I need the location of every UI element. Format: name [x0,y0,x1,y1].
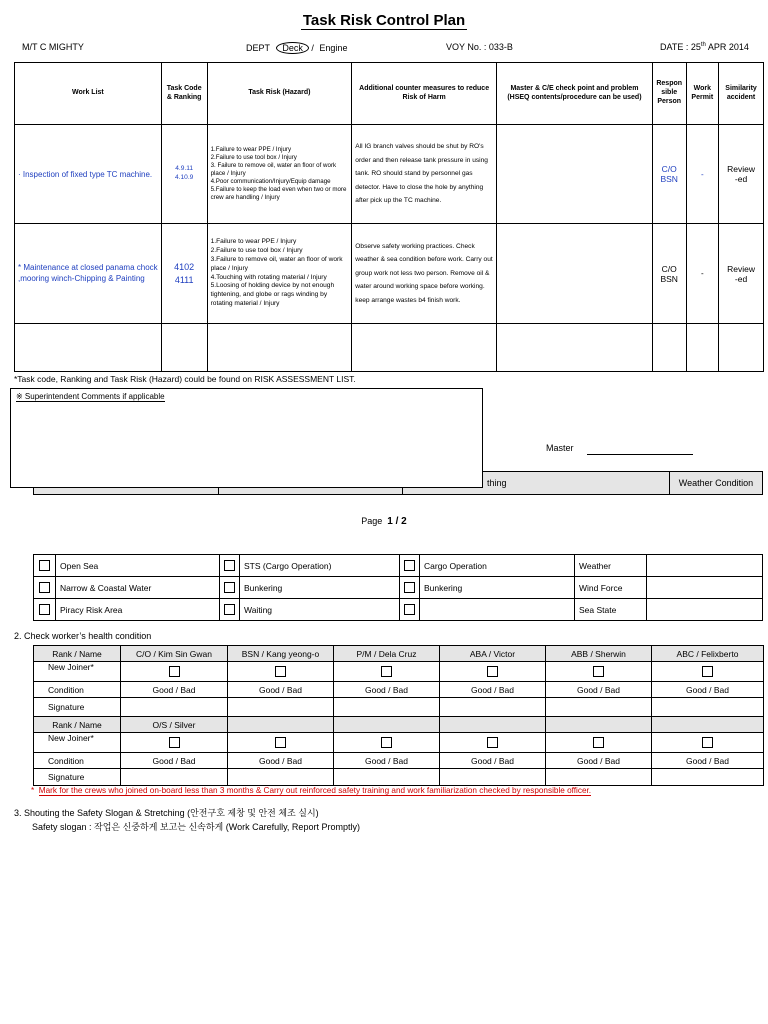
new-joiner-checkbox[interactable] [381,737,392,748]
coastal-water-checkbox[interactable] [39,582,50,593]
new-joiner-checkbox[interactable] [702,737,713,748]
document-title: Task Risk Control Plan [302,12,466,29]
header-check-point: Master & C/E check point and problem (HSEQ contents/procedure can be used) [496,63,652,125]
task-code: 4102 4111 [161,224,207,324]
dept-deck-circled: Deck [276,42,309,54]
strip-cell-thing: thing [403,472,670,495]
sts-checkbox[interactable] [224,560,235,571]
condition-row [34,555,763,577]
new-joiner-note: * Mark for the crews who joined on-board less than 3 months & Carry out reinforced safety training and work familiarization checked by responsible officer. [31,786,592,795]
new-joiner-checkbox[interactable] [487,666,498,677]
condition-label: Bunkering [240,577,400,599]
weather-value[interactable] [647,555,763,577]
good-bad-option[interactable]: Good / Bad [652,753,764,769]
condition-label [420,599,575,621]
cargo-operation-checkbox[interactable] [404,560,415,571]
responsible-person: C/O BSN [652,125,686,224]
condition-row [34,577,763,599]
sea-state-value[interactable] [647,599,763,621]
signature-cell[interactable] [121,698,228,717]
similarity-accident: Review -ed [719,224,764,324]
voyage-number: VOY No. : 033-B [446,42,513,52]
condition-row [34,599,763,621]
signature-row: Signature [34,769,764,786]
signature-cell[interactable] [334,698,440,717]
good-bad-option[interactable]: Good / Bad [334,682,440,698]
signature-cell[interactable] [652,769,764,786]
new-joiner-checkbox[interactable] [275,666,286,677]
header-similarity: Similarity accident [719,63,764,125]
good-bad-option[interactable]: Good / Bad [546,753,652,769]
rank-name-row: Rank / Name C/O / Kim Sin Gwan BSN / Kang yeong-o P/M / Dela Cruz ABA / Victor ABB / Sherwin ABC / Felixberto [34,646,764,662]
crew-name: O/S / Silver [121,717,228,733]
crew-name [228,717,334,733]
risk-control-table [14,62,764,372]
crew-name [652,717,764,733]
section-3 [14,806,360,835]
task-code: 4.9.11 4.10.9 [161,125,207,224]
signature-cell[interactable] [228,769,334,786]
open-sea-checkbox[interactable] [39,560,50,571]
good-bad-option[interactable]: Good / Bad [440,753,546,769]
crew-name [440,717,546,733]
good-bad-option[interactable]: Good / Bad [228,753,334,769]
table-header-row [15,63,764,125]
signature-cell[interactable] [440,769,546,786]
good-bad-option[interactable]: Good / Bad [652,682,764,698]
condition-label: STS (Cargo Operation) [240,555,400,577]
vessel-name: M/T C MIGHTY [22,42,84,52]
table-row [15,224,764,324]
condition-label: Narrow & Coastal Water [56,577,220,599]
condition-label: Bunkering [420,577,575,599]
header-work-list: Work List [15,63,162,125]
new-joiner-checkbox[interactable] [169,737,180,748]
counter-measures: All IG branch valves should be shut by RO's order and then release tank pressure in using tank. RO should stand by personnel gas detector. Have to close the hole by anything after pick up the TC machine. [352,125,497,224]
page-number: Page 1 / 2 [361,516,407,527]
crew-name: ABA / Victor [440,646,546,662]
section-3-heading: 3. Shouting the Safety Slogan & Stretching (안전구호 제창 및 안전 체조 실시) [14,808,319,818]
work-permit: - [686,224,719,324]
task-risk: 1.Failure to wear PPE / Injury 2.Failure to use tool box / Injury 3. Failure to remove oil, water an floor of work place / Injury 4.Poor communication/Injury/Equip damage 5.Failure to keep the load even when two or more crew are handling / Injury [207,125,352,224]
health-condition-table [33,645,764,786]
dept-field [246,42,347,54]
good-bad-option[interactable]: Good / Bad [440,682,546,698]
table-row-empty [15,324,764,372]
safety-slogan: Safety slogan : 작업은 신중하게 보고는 신속하게 (Work Carefully, Report Promptly) [32,822,360,833]
good-bad-option[interactable]: Good / Bad [121,682,228,698]
work-permit: - [686,125,719,224]
good-bad-option[interactable]: Good / Bad [121,753,228,769]
new-joiner-checkbox[interactable] [169,666,180,677]
header-task-code: Task Code & Ranking [161,63,207,125]
work-item: · Inspection of fixed type TC machine. [15,125,162,224]
condition-row: Condition Good / Bad Good / Bad Good / Bad Good / Bad Good / Bad Good / Bad [34,753,764,769]
new-joiner-row: New Joiner* [34,662,764,682]
signature-cell[interactable] [440,698,546,717]
crew-name: ABB / Sherwin [546,646,652,662]
signature-cell[interactable] [652,698,764,717]
crew-name: C/O / Kim Sin Gwan [121,646,228,662]
responsible-person: C/O BSN [652,224,686,324]
document-date: DATE : 25th APR 2014 [660,42,749,52]
signature-cell[interactable] [228,698,334,717]
signature-cell[interactable] [121,769,228,786]
condition-label: Waiting [240,599,400,621]
master-label: Master [546,443,574,453]
new-joiner-checkbox[interactable] [593,666,604,677]
task-code-note: *Task code, Ranking and Task Risk (Hazard) could be found on RISK ASSESSMENT LIST. [14,374,356,384]
counter-measures: Observe safety working practices. Check weather & sea condition before work. Carry out group work not less two person. Remove oil & water around working space before working. keep arrange wastes b4 finish work. [352,224,497,324]
wind-force-label: Wind Force [575,577,647,599]
condition-row: Condition Good / Bad Good / Bad Good / Bad Good / Bad Good / Bad Good / Bad [34,682,764,698]
signature-cell[interactable] [546,698,652,717]
superintendent-comments-label: ※ Superintendent Comments if applicable [16,392,165,401]
signature-row: Signature [34,698,764,717]
bunkering-checkbox[interactable] [224,582,235,593]
header-counter-measures: Additional counter measures to reduce Risk of Harm [352,63,497,125]
check-point [496,224,652,324]
new-joiner-checkbox[interactable] [593,737,604,748]
crew-name: BSN / Kang yeong-o [228,646,334,662]
wind-force-value[interactable] [647,577,763,599]
new-joiner-checkbox[interactable] [381,666,392,677]
condition-label: Open Sea [56,555,220,577]
waiting-checkbox[interactable] [224,604,235,615]
superintendent-comments-box[interactable] [10,388,483,488]
signature-cell[interactable] [546,769,652,786]
similarity-accident: Review -ed [719,125,764,224]
work-item: * Maintenance at closed panama chock ,mooring winch-Chipping & Painting [15,224,162,324]
dept-engine: Engine [319,43,348,53]
rank-name-row: Rank / Name O/S / Silver [34,717,764,733]
piracy-area-checkbox[interactable] [39,604,50,615]
sea-state-label: Sea State [575,599,647,621]
dept-label: DEPT [246,43,270,53]
new-joiner-checkbox[interactable] [487,737,498,748]
dept-separator: / [311,43,314,53]
new-joiner-checkbox[interactable] [275,737,286,748]
strip-weather-condition: Weather Condition [670,472,763,495]
good-bad-option[interactable]: Good / Bad [334,753,440,769]
header-work-permit: Work Permit [686,63,719,125]
weather-label: Weather [575,555,647,577]
signature-cell[interactable] [334,769,440,786]
crew-name: P/M / Dela Cruz [334,646,440,662]
good-bad-option[interactable]: Good / Bad [228,682,334,698]
new-joiner-checkbox[interactable] [702,666,713,677]
header-responsible: Respon sible Person [652,63,686,125]
task-risk: 1.Failure to wear PPE / Injury 2.Failure to use tool box / Injury 3.Failure to remove oil, water an floor of work place / Injury 4.Touching with rotating material / Injury 5.Loosing of holding device by not enough tightening, and globe or rags winding by rotating material / Injury [207,224,352,324]
new-joiner-row: New Joiner* [34,733,764,753]
crew-name: ABC / Felixberto [652,646,764,662]
bunkering-2-checkbox[interactable] [404,582,415,593]
operation-conditions-table [33,554,763,621]
check-point [496,125,652,224]
header-task-risk: Task Risk (Hazard) [207,63,352,125]
master-signature-line[interactable] [587,454,693,455]
table-row [15,125,764,224]
good-bad-option[interactable]: Good / Bad [546,682,652,698]
blank-checkbox[interactable] [404,604,415,615]
crew-name [334,717,440,733]
condition-label: Piracy Risk Area [56,599,220,621]
section-2-heading: 2. Check worker’s health condition [14,631,152,641]
crew-name [546,717,652,733]
condition-label: Cargo Operation [420,555,575,577]
